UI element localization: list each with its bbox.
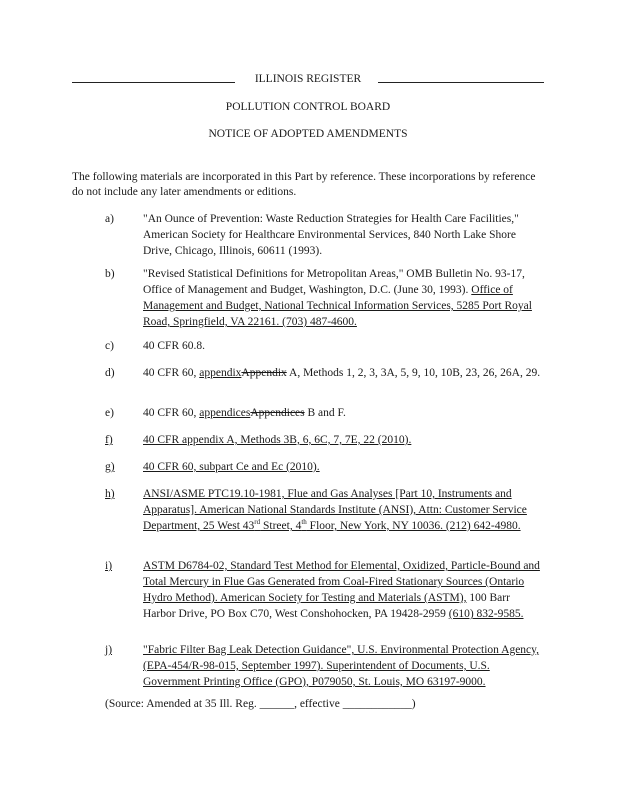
item-label: d) bbox=[105, 367, 115, 379]
added-text: appendix bbox=[199, 367, 242, 379]
item-label: a) bbox=[105, 213, 114, 225]
added-text: 40 CFR appendix A, Methods 3B, 6, 6C, 7, 7E, 22 (2010). bbox=[143, 434, 412, 446]
item-text-pre: 40 CFR 60, bbox=[143, 407, 197, 419]
item-text: "An Ounce of Prevention: Waste Reduction Strategies for Health Care Facilities," American Society for Healthcare Environmental Services, 840 North Lake Shore Drive, Chicago, Illinois, 60611 (1993). bbox=[143, 213, 519, 257]
item-label: c) bbox=[105, 340, 114, 352]
plain-text: 100 Barr Harbor Drive, PO Box C70, West Conshohocken, PA 19428-2959 bbox=[143, 592, 510, 620]
item-text bbox=[143, 558, 545, 622]
superscript: th bbox=[301, 518, 307, 527]
item-text-post: A, Methods 1, 2, 3, 3A, 5, 9, 10, 10B, 23, 26, 26A, 29. bbox=[289, 367, 541, 379]
item-text-post: B and F. bbox=[307, 407, 346, 419]
item-text-part: Floor, New York, NY 10036. (212) 642-4980. bbox=[306, 520, 521, 532]
item-text bbox=[143, 266, 545, 330]
item-label: b) bbox=[105, 268, 115, 280]
item-text-main: "Revised Statistical Definitions for Metropolitan Areas," OMB Bulletin No. 93-17, Office of Management and Budget, Washington, D.C. (June 30, 1993). bbox=[143, 268, 525, 296]
item-text-pre: 40 CFR 60, bbox=[143, 367, 197, 379]
item-text-part: ANSI/ASME PTC19.10-1981, Flue and Gas Analyses [Part 10, Instruments and Apparatus]. American National Standards Institute (ANSI), Attn: Customer Service Department, 25 West 43 bbox=[143, 488, 527, 532]
notice-title: NOTICE OF ADOPTED AMENDMENTS bbox=[208, 128, 408, 140]
item-label: i) bbox=[105, 560, 113, 572]
deleted-text: Appendix bbox=[241, 367, 287, 379]
board-title: POLLUTION CONTROL BOARD bbox=[225, 101, 391, 113]
item-label: e) bbox=[105, 407, 114, 419]
added-text: "Fabric Filter Bag Leak Detection Guidance", U.S. Environmental Protection Agency, (EPA-454/R-98-015, September 1997). Superintendent of Documents, U.S. Government Printing Office (GPO), P079050, St. Louis, MO 63197-9000. bbox=[143, 644, 540, 688]
item-text bbox=[143, 405, 545, 421]
item-label: j) bbox=[105, 644, 113, 656]
item-text bbox=[143, 365, 545, 381]
added-text: Office of Management and Budget, National Technical Information Services, 5285 Port Royal Road, Springfield, VA 22161. (703) 487-4600. bbox=[143, 284, 532, 328]
item-text-part: Street, 4 bbox=[260, 520, 302, 532]
item-text: 40 CFR 60.8. bbox=[143, 340, 205, 352]
added-text: 40 CFR 60, subpart Ce and Ec (2010). bbox=[143, 461, 320, 473]
item-label: h) bbox=[105, 488, 115, 500]
added-text: appendices bbox=[199, 407, 251, 419]
deleted-text: Appendices bbox=[250, 407, 305, 419]
register-title: ILLINOIS REGISTER bbox=[254, 73, 362, 85]
item-label: g) bbox=[105, 461, 115, 473]
source-note: (Source: Amended at 35 Ill. Reg. ______, effective ____________) bbox=[105, 698, 416, 710]
superscript: rd bbox=[254, 518, 261, 527]
intro-paragraph: The following materials are incorporated in this Part by reference. These incorporations by reference do not include any later amendments or editions. bbox=[72, 171, 536, 198]
added-text-tail: (610) 832-9585. bbox=[448, 608, 524, 620]
added-text: ASTM D6784-02, Standard Test Method for Elemental, Oxidized, Particle-Bound and Total Mercury in Flue Gas Generated from Coal-Fired Stationary Sources (Ontario Hydro Method). American Society for Testing and Materials (ASTM), bbox=[143, 560, 540, 604]
item-label: f) bbox=[105, 434, 113, 446]
added-text bbox=[143, 486, 545, 534]
